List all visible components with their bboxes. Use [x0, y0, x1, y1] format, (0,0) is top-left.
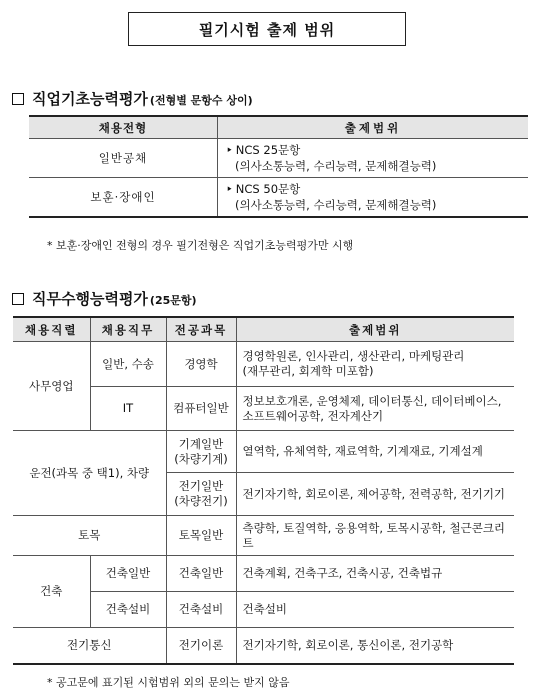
table-row — [13, 628, 514, 664]
subject-line: (차량기계) — [174, 451, 228, 466]
subject-cell: 전기이론 — [166, 628, 236, 664]
table-row — [13, 556, 514, 592]
scope-cell — [218, 139, 529, 178]
subject-cell: 컴퓨터일반 — [166, 387, 236, 431]
scope-cell: 전기자기학, 회로이론, 제어공학, 전력공학, 전기기기 — [236, 473, 514, 516]
section-heading-text: 직업기초능력평가 — [32, 90, 148, 108]
subject-line: 전기일반 — [178, 479, 224, 493]
basic-ability-table — [29, 115, 528, 218]
table-row — [13, 431, 514, 473]
scope-cell — [236, 342, 514, 387]
scope-line: 경영학원론, 인사관리, 생산관리, 마케팅관리 — [242, 349, 465, 363]
job-ability-table — [13, 316, 514, 665]
scope-cell — [218, 178, 529, 218]
table-header-row — [29, 116, 528, 139]
scope-line: (의사소통능력, 수리능력, 문제해결능력) — [235, 159, 437, 173]
bullet-icon: ‣ — [226, 182, 233, 196]
scope-cell — [236, 387, 514, 431]
section-heading-text: 직무수행능력평가 — [32, 290, 148, 308]
scope-line: (의사소통능력, 수리능력, 문제해결능력) — [235, 198, 437, 212]
scope-cell: 건축계획, 건축구조, 건축시공, 건축법규 — [236, 556, 514, 592]
scope-cell: 열역학, 유체역학, 재료역학, 기계재료, 기계설계 — [236, 431, 514, 473]
column-header: 출제범위 — [236, 317, 514, 342]
scope-cell: 전기자기학, 회로이론, 통신이론, 전기공학 — [236, 628, 514, 664]
table-row — [13, 516, 514, 556]
table-row — [29, 178, 528, 218]
job-duty-cell: IT — [90, 387, 166, 431]
scope-line: (재무관리, 회계학 미포함) — [242, 364, 374, 378]
table-row — [29, 139, 528, 178]
subject-cell — [166, 431, 236, 473]
recruit-type-cell: 일반공채 — [29, 139, 218, 178]
table-row — [13, 342, 514, 387]
job-series-cell: 사무영업 — [13, 342, 90, 431]
job-duty-cell: 건축설비 — [90, 592, 166, 628]
section-heading-note: (전형별 문항수 상이) — [149, 94, 253, 107]
job-duty-cell: 일반, 수송 — [90, 342, 166, 387]
scope-line: NCS 25문항 — [235, 143, 301, 157]
job-series-cell: 토목 — [13, 516, 166, 556]
recruit-type-cell: 보훈·장애인 — [29, 178, 218, 218]
section-heading-note: (25문항) — [149, 294, 197, 307]
subject-line: (차량전기) — [174, 494, 228, 508]
subject-cell: 건축설비 — [166, 592, 236, 628]
job-series-cell: 건축 — [13, 556, 90, 628]
column-header: 채용전형 — [29, 116, 218, 139]
footnote: * 보훈·장애인 전형의 경우 필기전형은 직업기초능력평가만 시행 — [47, 239, 354, 252]
subject-line: 기계일반 — [178, 436, 224, 451]
checkbox-icon — [12, 293, 24, 305]
subject-cell: 경영학 — [166, 342, 236, 387]
scope-line: 소프트웨어공학, 전자계산기 — [242, 408, 384, 423]
column-header: 출제범위 — [218, 116, 529, 139]
scope-cell: 측량학, 토질역학, 응용역학, 토목시공학, 철근콘크리트 — [236, 516, 514, 556]
column-header: 채용직무 — [90, 317, 166, 342]
job-series-cell: 전기통신 — [13, 628, 166, 664]
scope-cell: 건축설비 — [236, 592, 514, 628]
table-header-row — [13, 317, 514, 342]
section-heading-job — [12, 288, 197, 309]
checkbox-icon — [12, 93, 24, 105]
scope-line: 정보보호개론, 운영체제, 데이터통신, 데이터베이스, — [242, 393, 502, 408]
column-header: 채용직렬 — [13, 317, 90, 342]
job-series-cell: 운전(과목 중 택1), 차량 — [13, 431, 166, 516]
job-duty-cell: 건축일반 — [90, 556, 166, 592]
section-heading-basic — [12, 88, 253, 109]
bullet-icon: ‣ — [226, 143, 233, 157]
subject-cell: 건축일반 — [166, 556, 236, 592]
subject-cell — [166, 473, 236, 516]
subject-cell: 토목일반 — [166, 516, 236, 556]
column-header: 전공과목 — [166, 317, 236, 342]
page-title: 필기시험 출제 범위 — [128, 12, 406, 46]
scope-line: NCS 50문항 — [235, 182, 301, 196]
footnote: * 공고문에 표기된 시험범위 외의 문의는 받지 않음 — [47, 676, 290, 689]
